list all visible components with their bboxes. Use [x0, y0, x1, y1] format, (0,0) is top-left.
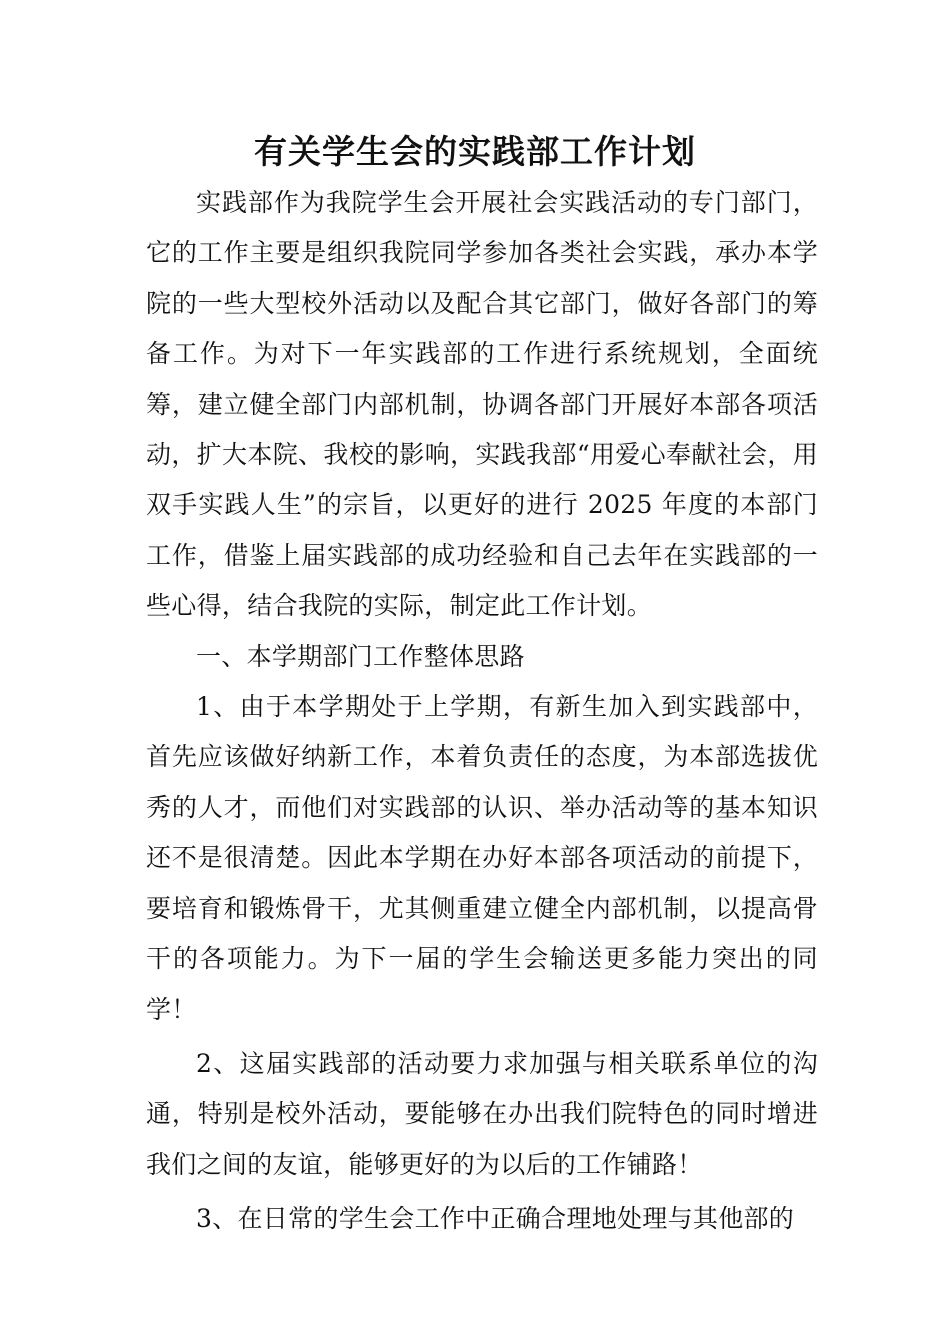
- paragraph-item-1: 1、由于本学期处于上学期，有新生加入到实践部中，首先应该做好纳新工作，本着负责任的态度，为本部选拔优秀的人才，而他们对实践部的认识、举办活动等的基本知识还不是很清楚。因此本学期在办好本部各项活动的前提下，要培育和锻炼骨干，尤其侧重建立健全内部机制，以提高骨干的各项能力。为下一届的学生会输送更多能力突出的同学！: [146, 692, 818, 1024]
- section-heading-1: 一、本学期部门工作整体思路: [196, 641, 525, 671]
- paragraph-item-3: 3、在日常的学生会工作中正确合理地处理与其他部的: [196, 1204, 795, 1234]
- document-body: [146, 178, 818, 1245]
- document-title: 有关学生会的实践部工作计划: [254, 132, 696, 171]
- paragraph-intro: 实践部作为我院学生会开展社会实践活动的专门部门，它的工作主要是组织我院同学参加各类社会实践，承办本学院的一些大型校外活动以及配合其它部门，做好各部门的筹备工作。为对下一年实践部的工作进行系统规划，全面统筹，建立健全部门内部机制，协调各部门开展好本部各项活动，扩大本院、我校的影响，实践我部“用爱心奉献社会，用双手实践人生”的宗旨，以更好的进行 2025 年度的本部门工作，借鉴上届实践部的成功经验和自己去年在实践部的一些心得，结合我院的实际，制定此工作计划。: [146, 188, 818, 621]
- paragraph-item-2: 2、这届实践部的活动要力求加强与相关联系单位的沟通，特别是校外活动，要能够在办出我们院特色的同时增进我们之间的友谊，能够更好的为以后的工作铺路！: [146, 1048, 818, 1179]
